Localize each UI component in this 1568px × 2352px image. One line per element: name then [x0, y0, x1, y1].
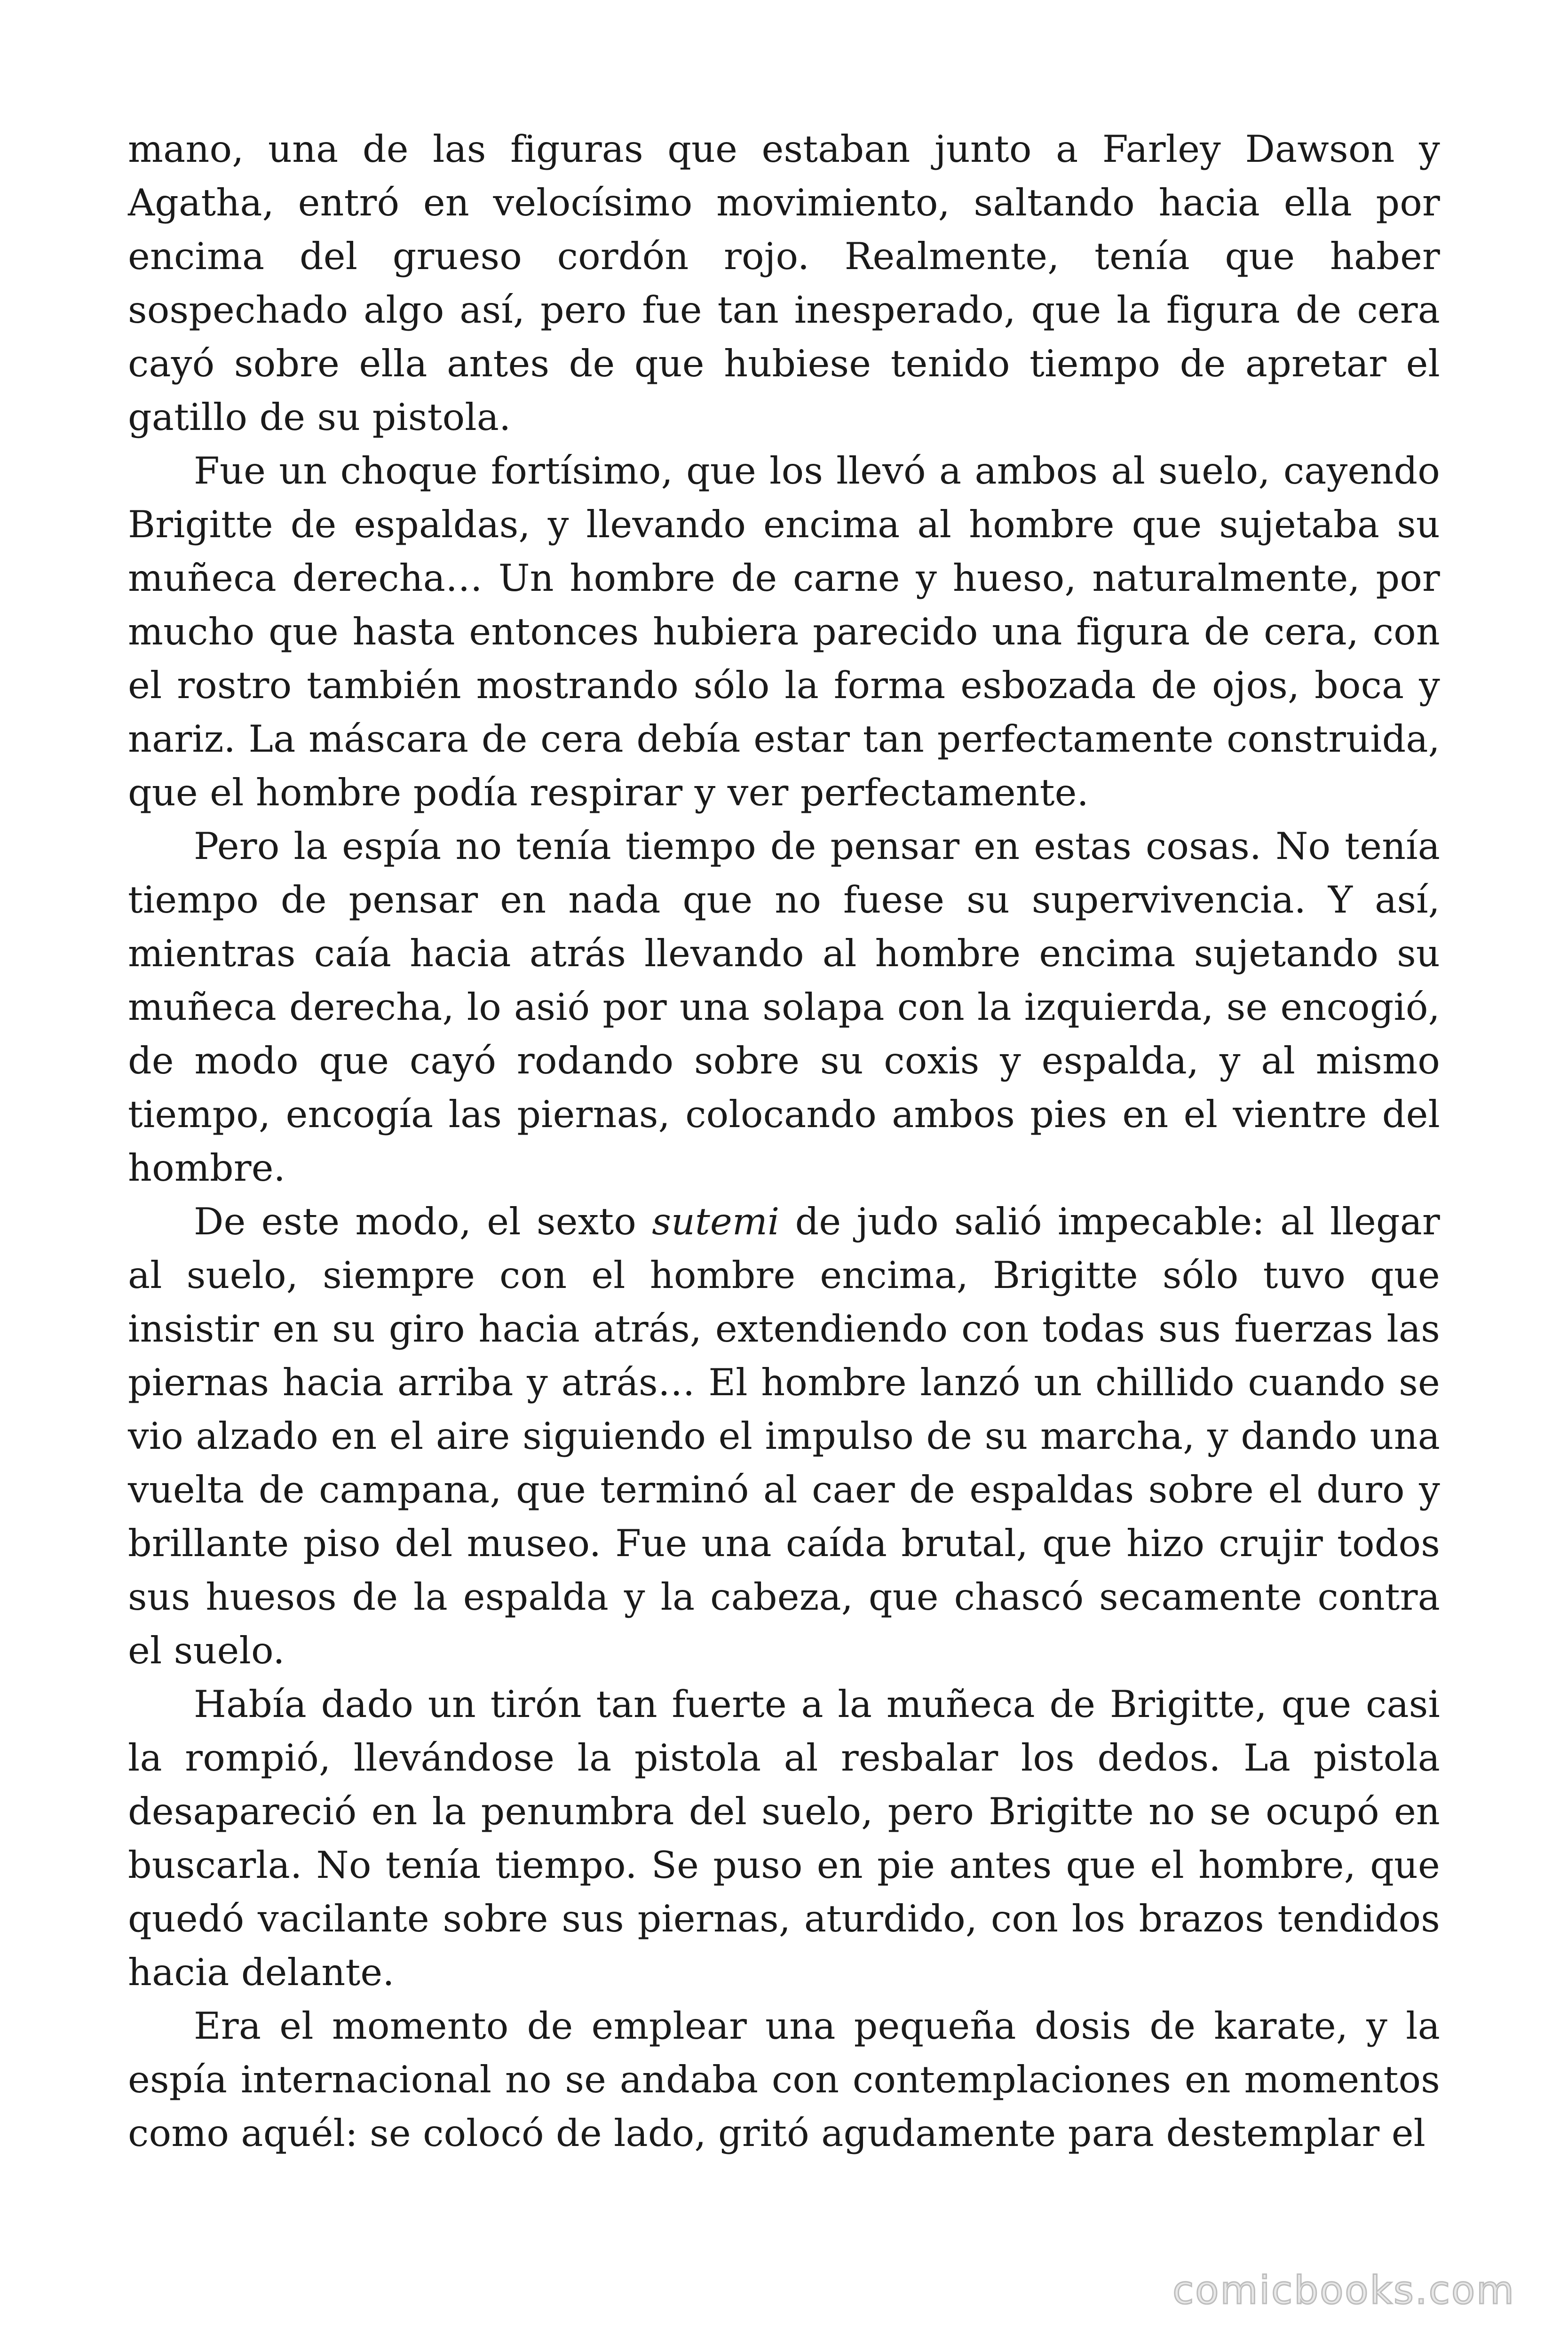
paragraph-1: mano, una de las figuras que estaban junto a Farley Dawson y Agatha, entró en velocísimo movimiento, saltando hacia ella por encima del grueso cordón rojo. Realmente, tenía que haber sospechado algo así, pero fue tan inesperado, que la figura de cera cayó sobre ella antes de que hubiese tenido tiempo de apretar el gatillo de su pistola.	[128, 127, 1440, 439]
paragraph-2: Fue un choque fortísimo, que los llevó a ambos al suelo, cayendo Brigitte de espaldas, y llevando encima al hombre que sujetaba su muñeca derecha… Un hombre de carne y hueso, naturalmente, por mucho que hasta entonces hubiera parecido una figura de cera, con el rostro también mostrando sólo la forma esbozada de ojos, boca y nariz. La máscara de cera debía estar tan perfectamente construida, que el hombre podía respirar y ver perfectamente.	[128, 449, 1440, 814]
page-body	[128, 122, 1440, 2160]
paragraph-6: Era el momento de emplear una pequeña dosis de karate, y la espía internacional no se andaba con contemplaciones en momentos como aquél: se colocó de lado, gritó agudamente para destemplar el	[128, 2004, 1440, 2155]
paragraph-5: Había dado un tirón tan fuerte a la muñeca de Brigitte, que casi la rompió, llevándose la pistola al resbalar los dedos. La pistola desapareció en la penumbra del suelo, pero Brigitte no se ocupó en buscarla. No tenía tiempo. Se puso en pie antes que el hombre, que quedó vacilante sobre sus piernas, aturdido, con los brazos tendidos hacia delante.	[128, 1683, 1440, 1994]
watermark-text: comicbooks.com	[1172, 2268, 1515, 2313]
paragraph-3: Pero la espía no tenía tiempo de pensar en estas cosas. No tenía tiempo de pensar en nada que no fuese su supervivencia. Y así, mientras caía hacia atrás llevando al hombre encima sujetando su muñeca derecha, lo asió por una solapa con la izquierda, se encogió, de modo que cayó rodando sobre su coxis y espalda, y al mismo tiempo, encogía las piernas, colocando ambos pies en el vientre del hombre.	[128, 825, 1440, 1190]
paragraph-4-emphasis: sutemi	[652, 1200, 780, 1243]
paragraph-4	[128, 1195, 1440, 1677]
paragraph-4-rest: de judo salió impecable: al llegar al suelo, siempre con el hombre encima, Brigitte sólo tuvo que insistir en su giro hacia atrás, extendiendo con todas sus fuerzas las piernas hacia arriba y atrás… El hombre lanzó un chillido cuando se vio alzado en el aire siguiendo el impulso de su marcha, y dando una vuelta de campana, que terminó al caer de espaldas sobre el duro y brillante piso del museo. Fue una caída brutal, que hizo crujir todos sus huesos de la espalda y la cabeza, que chascó secamente contra el suelo.	[128, 1200, 1440, 1672]
paragraph-4-lead: De este modo, el sexto	[194, 1200, 652, 1243]
